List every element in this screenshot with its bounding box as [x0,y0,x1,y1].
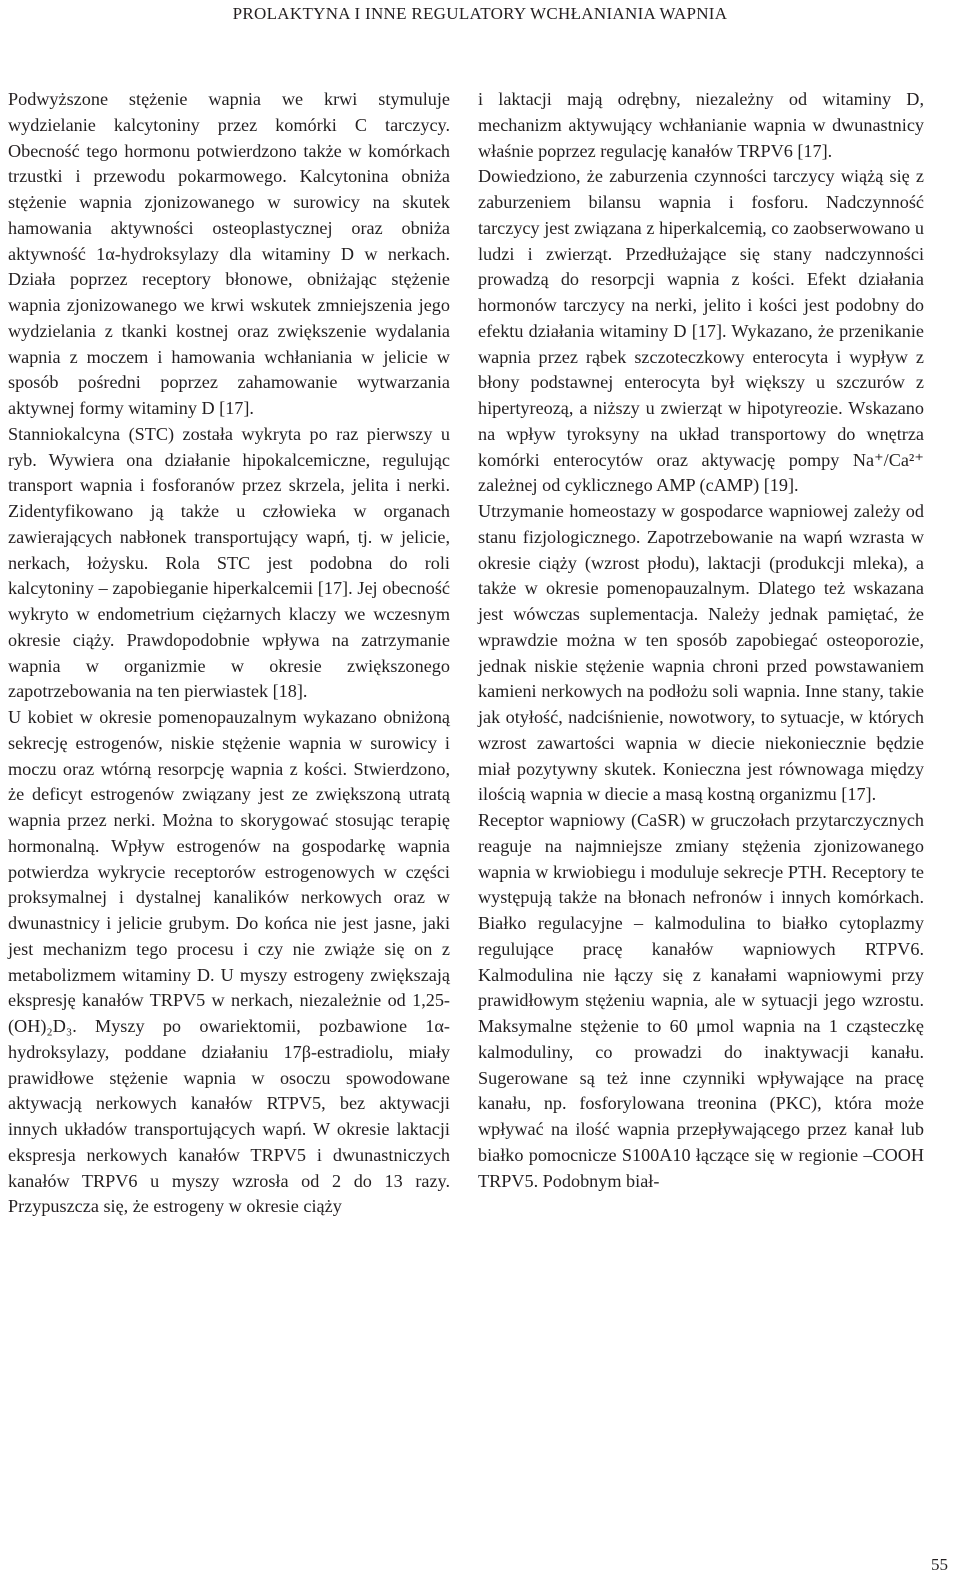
paragraph-lactation-continuation: i laktacji mają odrębny, niezależny od witaminy D, mechanizm aktywujący wchłanianie wapnia w dwunastnicy właśnie poprzez regulację kanałów TRPV6 [17]. [478,89,924,161]
right-column [478,87,924,1194]
paragraph-homeostasis: Utrzymanie homeostazy w gospodarce wapniowej zależy od stanu fizjologicznego. Zapotrzebowanie na wapń wzrasta w okresie ciąży (wzrost płodu), laktacji (produkcji mleka), a także w okresie pomenopauzalnym. Dlatego też wskazana jest wówczas suplementacja. Należy jednak pamiętać, że wprawdzie można w ten sposób zapobiegać osteoporozie, jednak niskie stężenie wapnia chroni przed powstawaniem kamieni nerkowych na podłożu soli wapnia. Inne stany, takie jak otyłość, nadciśnienie, nowotwory, to sytuacje, w których wzrost zawartości wapnia w diecie niekoniecznie będzie miał pozytywny skutek. Konieczna jest równowaga między ilością wapnia w diecie a masą kostną organizmu [17]. [478,501,924,805]
paragraph-calcitonin: Podwyższone stężenie wapnia we krwi stymuluje wydzielanie kalcytoniny przez komórki C tarczycy. Obecność tego hormonu potwierdzono także w komórkach trzustki i przewodu pokarmowego. Kalcytonina obniża stężenie wapnia zjonizowanego w surowicy na skutek hamowania aktywności osteoplastycznej oraz obniża aktywność 1α-hydroksylazy dla witaminy D w nerkach. Działa poprzez receptory błonowe, obniżając stężenie wapnia zjonizowanego we krwi wskutek zmniejszenia jego wydzielania z tkanki kostnej oraz zwiększenie wydalania wapnia z moczem i hamowania wchłaniania w jelicie w sposób pośredni poprzez zahamowanie wytwarzania aktywnej formy witaminy D [17]. [8,89,450,418]
paragraph-estrogens: U kobiet w okresie pomenopauzalnym wykazano obniżoną sekrecję estrogenów, niskie stężenie wapnia w surowicy i moczu oraz wtórną resorpcję wapnia z kości. Stwierdzono, że deficyt estrogenów związany jest ze zwiększoną utratą wapnia przez nerki. Można to skorygować stosując terapię hormonalną. Wpływ estrogenów na gospodarkę wapnia potwierdza wykrycie receptorów estrogenowych w części proksymalnej i dystalnej kanalików nerkowych oraz w dwunastnicy i jelicie grubym. Do końca nie jest jasne, jaki jest mechanizm tego procesu i czy nie zwiąże się on z metabolizmem witaminy D. U myszy estrogeny zwiększają ekspresję kanałów TRPV5 w nerkach, niezależnie od 1,25-(OH)₂D₃. Myszy po owariektomii, pozbawione 1α-hydroksylazy, poddane działaniu 17β-estradiolu, miały prawidłowe stężenie wapnia w osoczu spowodowane aktywacją nerkowych kanałów RTPV5, bez aktywacji innych układów transportujących wapń. W okresie laktacji ekspresja nerkowych kanałów TRPV5 i dwunastniczych kanałów TRPV6 u myszy wzrosła od 2 do 13 razy. Przypuszcza się, że estrogeny w okresie ciąży [8,707,450,1217]
page-number: 55 [931,1555,948,1574]
left-column [8,87,450,1220]
paragraph-thyroid: Dowiedziono, że zaburzenia czynności tarczycy wiążą się z zaburzeniem bilansu wapnia i fosforu. Nadczynność tarczycy jest związana z hiperkalcemią, co zaobserwowano u ludzi i zwierząt. Przedłużające się stany nadczynności prowadzą do resorpcji wapnia z kości. Efekt działania hormonów tarczycy na nerki, jelito i kości jest podobny do efektu działania witaminy D [17]. Wykazano, że przenikanie wapnia przez rąbek szczoteczkowy enterocyta i wypływ z błony podstawnej enterocyta był większy u szczurów z hipertyreozą, a niższy u zwierząt w hipotyreozie. Wskazano na wpływ tyroksyny na układ transportowy do wnętrza komórki enterocytów oraz aktywację pompy Na⁺/Ca²⁺ zależnej od cyklicznego AMP (cAMP) [19]. [478,166,924,496]
paragraph-stanniocalcin: Stanniokalcyna (STC) została wykryta po raz pierwszy u ryb. Wywiera ona działanie hipokalcemiczne, regulując transport wapnia i fosforanów przez skrzela, jelita i nerki. Zidentyfikowano ją także u człowieka w organach zawierających nabłonek transportujący wapń, tj. w jelicie, nerkach, łożysku. Rola STC jest podobna do roli kalcytoniny – zapobieganie hiperkalcemii [17]. Jej obecność wykryto w endometrium ciężarnych klaczy we wczesnym okresie ciąży. Prawdopodobnie wpływa na zatrzymanie wapnia w organizmie w okresie zwiększonego zapotrzebowania na ten pierwiastek [18]. [8,423,450,702]
running-head: PROLAKTYNA I INNE REGULATORY WCHŁANIANIA WAPNIA [232,4,728,23]
paragraph-casr-calmodulin: Receptor wapniowy (CaSR) w gruczołach przytarczycznych reaguje na najmniejsze zmiany stężenia zjonizowanego wapnia w krwiobiegu i moduluje sekrecje PTH. Receptory te występują także na błonach nefronów i innych komórkach. Białko regulacyjne – kalmodulina to białko cytoplazmy regulujące pracę kanałów wapniowych RTPV6. Kalmodulina nie łączy się z kanałami wapniowymi przy prawidłowym stężeniu wapnia, ale w sytuacji jego wzrostu. Maksymalne stężenie to 60 μmol wapnia na 1 cząsteczkę kalmoduliny, co prowadzi do inaktywacji kanału. Sugerowane są też inne czynniki wpływające na pracę kanału, np. fosforylowana treonina (PKC), która może wpływać na ilość wapnia przepływającego przez kanał lub białko pomocnicze S100A10 łączące się w regionie –COOH TRPV5. Podobnym biał- [478,810,924,1191]
